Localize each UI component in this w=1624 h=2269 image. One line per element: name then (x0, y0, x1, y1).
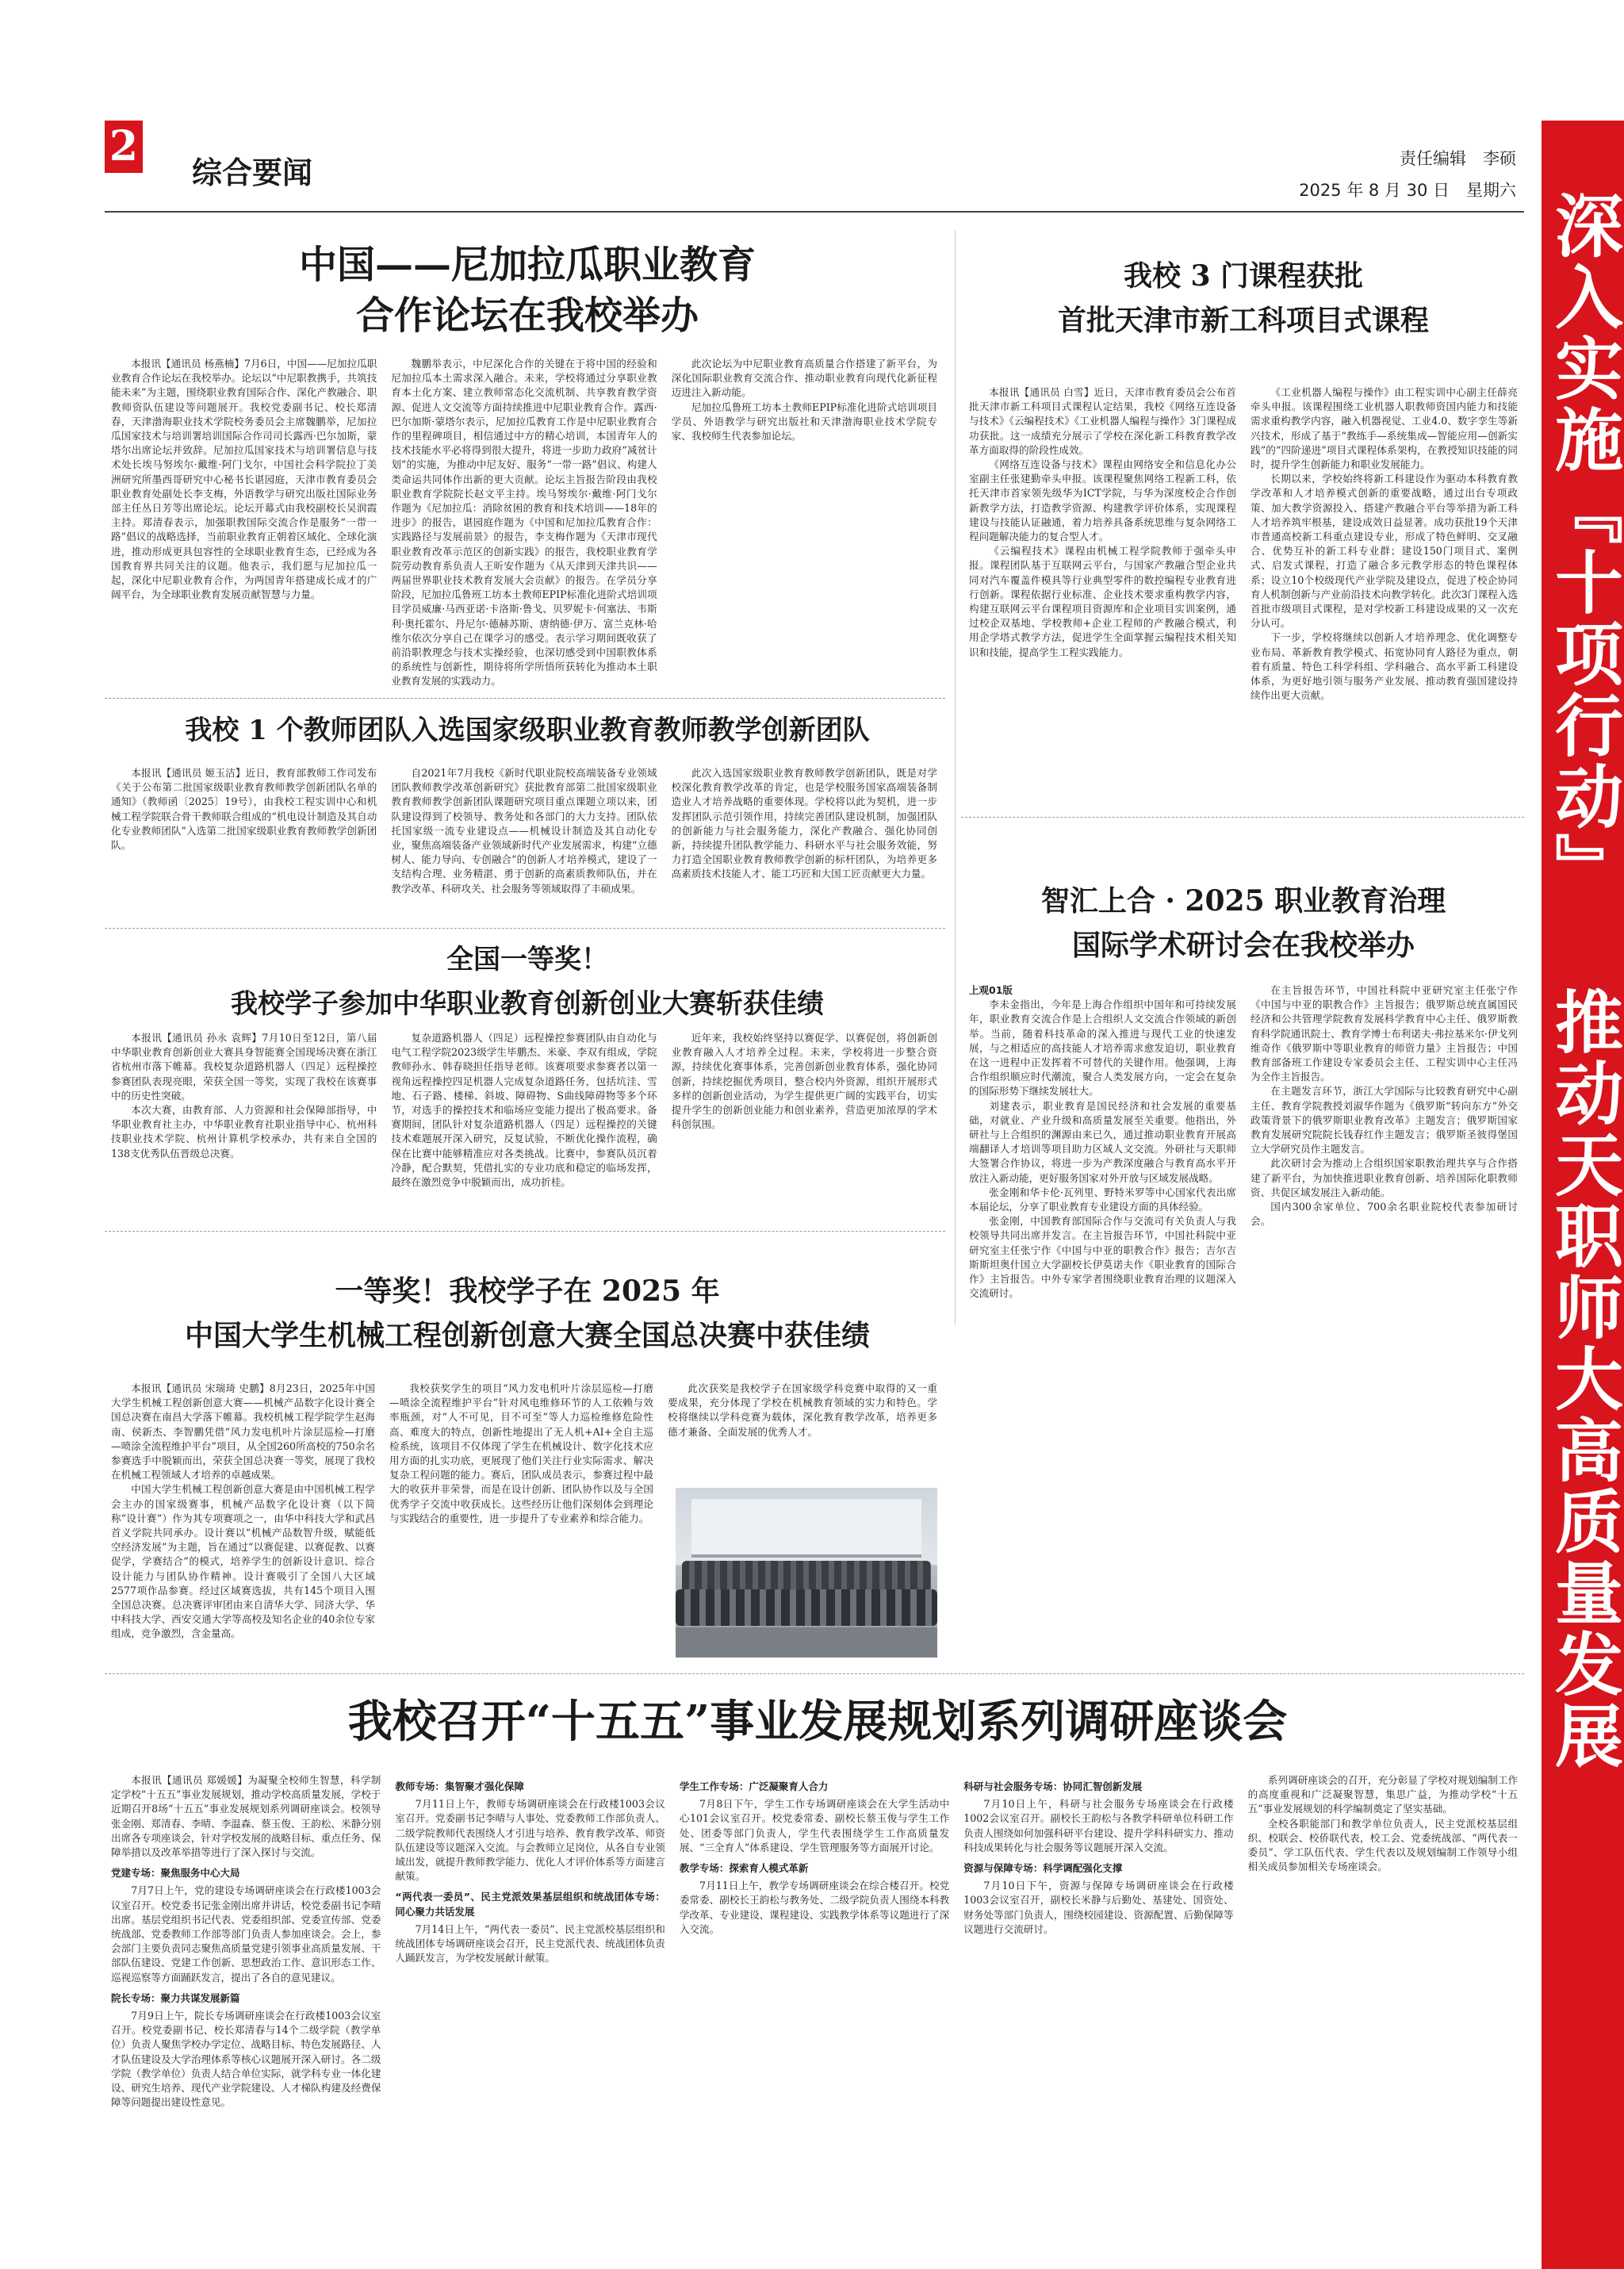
a2-para: 下一步，学校将继续以创新人才培养理念、优化调整专业布局、革新教育教学模式、拓宽协同育人路径为重点，朝着有质量、特色工科学科组、学科融合、高水平新工科建设体系，为更好地引领与服务产业发展、推动教育强国建设持续作出更大贡献。 (1251, 631, 1518, 702)
a4-title-line1: 全国一等奖！ (446, 944, 608, 975)
a4-para: 近年来，我校始终坚持以赛促学、以赛促创，将创新创业教育融入人才培养全过程。未来，学校将进一步整合资源，持续优化赛事体系，完善创新创业教育体系，强化协同创新，持续挖掘优秀项目，整合校内外资源，组织开展形式多样的创新创业活动，为学生提供更广阔的实践平台，切实提升学生的创新创业能力和创业素养，营造更加浓厚的学术科创氛围。 (671, 1032, 937, 1131)
section-title: 综合要闻 (192, 155, 313, 190)
a6-para: 张金刚，中国教育部国际合作与交流司有关负责人与我校领导共同出席并发言。在主旨报告环节，中国社科院中亚研究室主任张宁作《中国与中亚的职教合作》报告；吉尔吉斯斯坦奥什国立大学副校长伊莫诺夫作《职业教育的国际合作》主旨报告。中外专家学者围绕职业教育治理的议题深入交流研讨。 (969, 1215, 1236, 1300)
a2-para: 《工业机器人编程与操作》由工程实训中心副主任薛亮牵头申报。该课程围绕工业机器人职教师资国内能力和技能需求重构教学内容，融入机器视觉、工业4.0、数字孪生等新兴技术，形成了基于“教练手—系统集成—智能应用—创新实践”的“四阶递进”项目式课程体系架构，在教授知识技能的同时，提升学生创新能力和职业发展能力。 (1251, 386, 1518, 471)
a6-col-2 (1251, 983, 1518, 1527)
a5-title-line1: 一等奖！我校学子在 2025 年 (335, 1274, 720, 1308)
divider (105, 928, 945, 929)
divider (105, 1231, 945, 1232)
a4-col-2 (391, 1031, 657, 1229)
a3-para: 此次入选国家级职业教育教师教学创新团队，既是对学校深化教育教学改革的肯定，也是学校服务国家高端装备制造业人才培养战略的重要体现。学校将以此为契机，进一步发挥团队示范引领作用，持续完善团队建设机制，加强团队的创新能力与社会服务能力，深化产教融合、强化协同创新，持续提升团队教学能力、科研水平与社会服务效能，努力打造全国职业教育教师教学创新的标杆团队，为培养更多高素质技术技能人才、能工巧匠和大国工匠贡献更大力量。 (671, 767, 937, 880)
editor-line: 责任编辑 李硕 (1400, 149, 1516, 168)
a7-para: 7月8日下午，学生工作专场调研座谈会在大学生活动中心101会议室召开。校党委常委、副校长蔡玉俊与学生工作处、团委等部门负责人，学生代表围绕学生工作高质量发展、“三全育人”体系建设、学生管理服务等方面展开讨论。 (679, 1798, 950, 1853)
a6-para: 国内300余家单位、700余名职业院校代表参加研讨会。 (1251, 1201, 1518, 1228)
a1-para: 本报讯【通讯员 杨燕楠】7月6日，中国——尼加拉瓜职业教育合作论坛在我校举办。论坛以“中尼职教携手，共筑技能未来”为主题，围绕职业教育国际合作、深化产教融合、职教师资队伍建设等问题展开。我校党委副书记、校长郑清春，天津渤海职业技术学院校务委员会主席魏鹏举，尼加拉瓜国家技术与培训署培训国际合作司司长露西·巴尔加斯，蒙塔尔出席论坛并致辞。尼加拉瓜国家技术与培训署信息与技术处长埃马努埃尔·戴维·阿门戈尔，中国社会科学院拉丁美洲研究所墨西哥研究中心秘书长谌园庭，天津市教育委员会职业教育处副处长李支梅，外语教学与研究出版社国际业务部主任丛日芳等出席论坛。论坛开幕式由我校副校长吴润霞主持。郑清春表示，加强职教国际交流合作是服务“一带一路”倡议的战略选择，当前职业教育正朝着区域化、全球化演进，推动形成更具包容性的全球职业教育生态，已经成为各国教育界共同关注的议题。他表示，我们愿与尼加拉瓜一起，深化中尼职业教育合作，为两国青年搭建成长成才的广阔平台，为全球职业教育发展贡献智慧与力量。 (111, 358, 377, 601)
a6-para: 李未金指出，今年是上海合作组织中国年和可持续发展年，职业教育交流合作是上合组织人文交流合作领域的新创举。当前，随着科技革命的深入推进与现代工业的快速发展，与之相适应的高技能人才培养需求愈发迫切，职业教育在这一进程中正发挥着不可替代的关键作用。他强调，上海合作组织顺应时代潮流，聚合人类发展方向，一定会在复杂的国际形势下继续发展壮大。 (969, 998, 1236, 1098)
column-divider (955, 230, 956, 1324)
a1-para: 此次论坛为中尼职业教育高质量合作搭建了新平台，为深化国际职业教育交流合作、推动职业教育向现代化新征程迈进注入新动能。 (671, 358, 937, 399)
a1-col-2 (391, 357, 657, 698)
a5-col-1 (111, 1382, 375, 1659)
a7-para: 7月10日下午，资源与保障专场调研座谈会在行政楼1003会议室召开，副校长米静与后勤处、基建处、国资处、财务处等部门负责人，围绕校园建设、资源配置、后勤保障等议题进行交流研讨。 (963, 1880, 1234, 1935)
a7-subheading: 资源与保障专场：科学调配强化支撑 (963, 1862, 1123, 1875)
audience-row-back (682, 1561, 931, 1593)
a3-title: 我校 1 个教师团队入选国家级职业教育教师教学创新团队 (185, 715, 870, 746)
a7-subheading: 院长专场：聚力共谋发展新篇 (111, 1991, 240, 2004)
a7-para: 7月14日上午，“两代表一委员”、民主党派校基层组织和统战团体专场调研座谈会召开，民主党派代表、统战团体负责人踊跃发言，为学校发展献计献策。 (395, 1922, 665, 1964)
page-number: 2 (109, 122, 139, 171)
a4-col-1 (111, 1031, 377, 1229)
a3-body (111, 766, 937, 925)
a5-body-right (668, 1382, 937, 1485)
a7-subheading: 学生工作专场：广泛凝聚育人合力 (679, 1780, 829, 1792)
a6-title (963, 879, 1524, 968)
a1-title (111, 240, 944, 341)
divider (105, 698, 945, 699)
a5-col-3 (668, 1382, 937, 1485)
header-rule (105, 211, 1524, 213)
a6-title-line2: 国际学术研讨会在我校举办 (1071, 929, 1415, 962)
a6-para: 在主旨报告环节，中国社科院中亚研究室主任张宁作《中国与中亚的职教合作》主旨报告；俄罗斯总统直属国民经济和公共管理学院教育发展科学教育中心主任、俄罗斯教育科学院通讯院士、教育学博士布利诺夫·弗拉基米尔·伊戈列维奇作《俄罗斯中等职业教育的师资力量》主旨报告；中国教育部备班工作建设专家委员会主任、工程实训中心主任冯为全作主旨报告。 (1251, 984, 1518, 1083)
a3-col-1 (111, 766, 377, 925)
a7-col-5 (1248, 1773, 1518, 2249)
a7-body (111, 1773, 1518, 2249)
a7-lead: 本报讯【通讯员 郑媛媛】为凝聚全校师生智慧，科学制定学校“十五五”事业发展规划，推动学校高质量发展，学校于近期召开8场“十五五”事业发展规划系列调研座谈会。校领导张金刚、郑清春、李晴、李温森、蔡玉俊、王韵松、米静分别出席各专项座谈会，针对学校发展的战略目标、重点任务、保障举措以及改革举措等进行了深入探讨与交流。 (111, 1774, 381, 1859)
a1-title-line2: 合作论坛在我校举办 (355, 293, 699, 338)
a6-col-1 (969, 983, 1236, 1527)
a2-title-line2: 首批天津市新工科项目式课程 (1057, 304, 1429, 337)
a7-subheading: 科研与社会服务专场：协同汇智创新发展 (963, 1780, 1143, 1792)
a4-para: 复杂道路机器人（四足）远程操控参赛团队由自动化与电气工程学院2023级学生毕鹏杰、米豪、李双有组成，学院教师孙永、韩春晓担任指导老师。该赛项要求参赛者以第一视角远程操控四足机器人完成复杂道路任务，包括坑洼、雪地、石子路、楼梯、斜坡、障碍物、S曲线障碍物等多个环节，对选手的操控技术和临场应变能力提出了极高要求。备赛期间，团队针对复杂道路机器人（四足）远程操控的关键技术难题展开深入研究，反复试验，不断优化操作流程，确保在比赛中能够精准应对各类挑战。比赛中，参赛队员沉着冷静，配合默契，凭借扎实的专业功底和稳定的临场发挥，最终在激烈竞争中脱颖而出，成功折桂。 (391, 1032, 657, 1189)
side-banner-text: 深入实施『十项行动』 推动天职师大高质量发展 (1543, 190, 1622, 1772)
a1-body (111, 357, 937, 698)
a7-subheading: “两代表一委员”、民主党派效果基层组织和统战团体专场：同心聚力共话发展 (395, 1891, 665, 1918)
a5-title (111, 1269, 944, 1358)
a7-col-1 (111, 1773, 381, 2249)
a7-subheading: 教师专场：集智聚才强化保障 (395, 1780, 524, 1792)
a5-para: 我校获奖学生的项目“风力发电机叶片涂层巡检—打磨—喷涂全流程维护平台”针对风电维修环节的人工依赖与效率瓶颈，对“人不可见，目不可至”等人力巡检维修危险性高、难度大的特点，创新性地提出了无人机+AI+全自主巡检系统，该项目不仅体现了学生在机械设计、数字化技术应用方面的扎实功底，更展现了他们关注行业实际需求、解决复杂工程问题的能力。赛后，团队成员表示，参赛过程中最大的收获并非荣誉，而是在设计创新、团队协作以及与全国优秀学子交流中收获成长。这些经历让他们深刻体会到理论与实践结合的重要性，进一步提升了专业素养和综合能力。 (389, 1382, 653, 1524)
a7-col-4 (963, 1773, 1233, 2249)
page-number-box (105, 121, 143, 173)
a7-subheading: 教学专场：探索育人模式革新 (679, 1862, 809, 1875)
a2-para: 《网络互连设备与技术》课程由网络安全和信息化办公室副主任张建勤牵头申报。该课程聚焦网络工程新工科，依托天津市首家领先级华为ICT学院，与华为深度校企合作创新教学方法，打造教学资源、构建教学评价体系，实现课程建设与技能认证融通，着力培养具备系统思维与复杂网络工程问题解决能力的复合型人才。 (969, 458, 1236, 543)
a6-body (969, 983, 1518, 1527)
a5-col-2 (389, 1382, 653, 1659)
a2-para: 长期以来，学校始终将新工科建设作为驱动本科教育教学改革和人才培养模式创新的重要战略，通过出台专项政策、加大教学资源投入、搭建产教融合平台等举措为新工科人才培养筑牢根基，建设成效日益显著。成功获批19个天津市普通高校新工科重点建设专业，形成了特色鲜明、交叉融合、优势互补的新工科专业群；建设150门项目式、案例式、启发式课程，打造了融合多元教学形态的特色课程体系；设立10个校级现代产业学院及建设点，促进了校企协同育人机制创新与产业前沿技术向教学转化。此次3门课程入选首批市级项目式课程，是对学校新工科建设成果的又一次充分认可。 (1251, 473, 1518, 630)
a1-col-1 (111, 357, 377, 698)
date-line: 2025 年 8 月 30 日 星期六 (1299, 181, 1516, 200)
a7-para: 7月9日上午，院长专场调研座谈会在行政楼1003会议室召开。校党委副书记、校长郑清春与14个二级学院（教学单位）负责人聚焦学校办学定位、战略目标、特色发展路径、人才队伍建设及大学治理体系等核心议题展开深入研讨。各二级学院（教学单位）负责人结合单位实际，就学科专业一体化建设、研究生培养、现代产业学院建设、人才梯队构建及经费保障等问题提出建设性意见。 (111, 2010, 381, 2109)
a6-para: 张金刚和华卡伦·瓦列里、野特米罗等中心国家代表出席本届论坛，分享了职业教育专业建设方面的具体经验。 (969, 1186, 1236, 1213)
a7-col-2 (395, 1773, 665, 2249)
a2-para: 本报讯【通讯员 白雪】近日，天津市教育委员会公布首批天津市新工科项目式课程认定结果，我校《网络互连设备与技术》《云编程技术》《工业机器人编程与操作》3门课程成功获批。这一成绩充分展示了学校在深化新工科教育教学改革方面取得的阶段性成效。 (969, 386, 1236, 456)
a4-title (111, 937, 944, 1026)
a3-para: 自2021年7月我校《新时代职业院校高端装备专业领域团队教师教学改革创新研究》获批教育部第二批国家级职业教育教师教学创新团队课题研究项目重点课题立项以来，团队建设得到了校领导、教务处和各部门的大力支持。团队依托国家级一流专业建设点——机械设计制造及其自动化专业，聚焦高端装备产业领域新时代产业发展需求，构建“立德树人、能力导向、专创融合”的创新人才培养模式，建设了一支结构合理、业务精湛、勇于创新的高素质教师队伍，并在教学改革、科研攻关、社会服务等领域取得了丰硕成果。 (391, 767, 657, 895)
a2-title (963, 254, 1524, 343)
a1-col-3 (672, 357, 937, 698)
a1-title-line1: 中国——尼加拉瓜职业教育 (298, 243, 756, 287)
divider (961, 817, 1524, 818)
a7-para: 7月11日上午，教师专场调研座谈会在行政楼1003会议室召开。党委副书记李晴与人事处、党委教师工作部负责人、二级学院教师代表围绕人才引进与培养、教育教学改革、师资队伍建设等议题深入交流。与会教师立足岗位，从各自专业领域出发，就提升教师教学能力、优化人才评价体系等方面建言献策。 (395, 1798, 665, 1883)
a5-para: 本报讯【通讯员 宋瑞琦 史鹏】8月23日，2025年中国大学生机械工程创新创意大赛——机械产品数字化设计赛全国总决赛在南昌大学落下帷幕。我校机械工程学院学生赵海南、侯新杰、李智鹏凭借“风力发电机叶片涂层巡检—打磨—喷涂全流程维护平台”项目，从全国260所高校的750余名参赛选手中脱颖而出，荣获全国总决赛一等奖，展现了我校在机械工程领域人才培养的卓越成果。 (111, 1382, 375, 1481)
a2-title-line1: 我校 3 门课程获批 (1123, 259, 1364, 293)
a6-para: 此次研讨会为推动上合组织国家职教治理共享与合作搭建了新平台，为加快推进职业教育创新、培养国际化职教师资、共促区域发展注入新动能。 (1251, 1157, 1518, 1198)
a6-para: 刘建表示，职业教育是国民经济和社会发展的重要基础，对就业、产业升级和高质量发展至关重要。他指出，外研社与上合组织的渊源由来已久，通过推动职业教育开展高端翻译人才培训等项目助力区域人文交流。外研社与天职师大签署合作协议，将进一步为产教深度融合与教育高水平开放注入新动能，更好服务国家对外开放与区域发展战略。 (969, 1099, 1236, 1184)
a5-body-left (111, 1382, 653, 1659)
a4-title-line2: 我校学子参加中华职业教育创新创业大赛斩获佳绩 (231, 988, 824, 1020)
a6-para: 在主题发言环节，浙江大学国际与比较教育研究中心副主任、教育学院教授刘淑华作题为《俄罗斯“转向东方”外交政策背景下的俄罗斯职业教育改革》主题发言；俄罗斯国家教育发展研究院院长钱春红作主题发言；俄罗斯圣彼得堡国立大学研究员作主题发言。 (1251, 1085, 1518, 1156)
stage-backdrop (691, 1499, 921, 1558)
a4-para: 本报讯【通讯员 孙永 袁辉】7月10日至12日，第八届中华职业教育创新创业大赛具身智能赛全国现场决赛在浙江省杭州市落下帷幕。我校复杂道路机器人（四足）远程操控参赛团队表现亮眼，荣获全国一等奖，实现了我校在该赛事中的历史性突破。 (111, 1032, 377, 1102)
a3-col-2 (391, 766, 657, 925)
a3-para: 本报讯【通讯员 姬玉洁】近日，教育部教师工作司发布《关于公布第二批国家级职业教育教师教学创新团队名单的通知》（教师函〔2025〕19号），由我校工程实训中心和机械工程学院联合骨干教师联合组成的“机电设计制造及其自动化专业教师团队”入选第二批国家级职业教育教师教学创新团队。 (111, 767, 377, 852)
a7-para: 7月10日上午，科研与社会服务专场座谈会在行政楼1002会议室召开。副校长王韵松与各教学科研单位科研工作负责人围绕如何加强科研平台建设、提升学科科研实力、推动科技成果转化与社会服务等议题展开深入交流。 (963, 1798, 1234, 1853)
a3-col-3 (672, 766, 937, 925)
a7-title: 我校召开“十五五”事业发展规划系列调研座谈会 (347, 1696, 1288, 1748)
a4-body (111, 1031, 937, 1229)
a5-para: 中国大学生机械工程创新创意大赛是由中国机械工程学会主办的国家级赛事，机械产品数字化设计赛（以下简称“设计赛”）作为其专项赛项之一，由华中科技大学和武昌首义学院共同承办。设计赛以“机械产品数智升级，赋能低空经济发展”为主题，旨在通过“以赛促建、以赛促教、以赛促学，学赛结合”的模式，培养学生的创新设计意识、综合设计能力与团队协作精神。设计赛吸引了全国八大区域2577项作品参赛。经过区域赛选拔，共有145个项目入围全国总决赛。总决赛评审团由来自清华大学、同济大学、华中科技大学、西安交通大学等高校及知名企业的40余位专家组成，竞争激烈，含金量高。 (111, 1483, 375, 1640)
a4-col-3 (672, 1031, 937, 1229)
audience-row-front (676, 1589, 937, 1626)
a2-para: 《云编程技术》课程由机械工程学院教师于强牵头申报。课程团队基于互联网云平台，与国家产教融合型企业共同对汽车覆盖件模具等行业典型零件的数控编程专业教育进行创新。课程依据行业标准、企业技术要求重构教学内容，构建互联网云平台课程项目资源库和企业项目实训案例，通过校企双基地、学校教师+企业工程师的产教融合模式，利用企学塔式教学方法，促进学生全面掌握云编程技术相关知识和技能，提高学生工程实践能力。 (969, 545, 1236, 658)
a7-para: 7月11日上午，教学专场调研座谈会在综合楼召开。校党委常委、副校长王韵松与教务处、二级学院负责人围绕本科教学改革、专业建设、课程建设、实践教学体系等议题进行了深入交流。 (679, 1880, 950, 1935)
a7-closing: 全校各职能部门和教学单位负责人，民主党派校基层组织、校联会、校侨联代表，校工会、党委统战部、“两代表一委员”、学工队伍代表、学生代表以及规划编制工作领导小组相关成员参加相关专场座谈会。 (1247, 1817, 1519, 1873)
award-group-photo (676, 1488, 937, 1658)
a1-para: 魏鹏举表示，中尼深化合作的关键在于将中国的经验和尼加拉瓜本土需求深入融合。未来，学校将通过分享职业教育本土化方案、建立教师常态化交流机制、共享教育教学资源、促进人文交流等方面持续推进中尼职业教育合作。露西·巴尔加斯·蒙塔尔表示，尼加拉瓜教育工作是中尼职业教育合作的里程碑项目，相信通过中方的精心培训，本国青年人的技术技能水平必将得到很大提升，将进一步助力政府“减贫计划”的实施，为推动中尼友好、服务“一带一路”倡议、构建人类命运共同体作出新的更大贡献。论坛主旨报告阶段由我校职业教育学院院长赵文平主持。埃马努埃尔·戴维·阿门戈尔作题为《尼加拉瓜：消除贫困的教育和技术培训——18年的进步》的报告，谌园庭作题为《中国和尼加拉瓜教育合作：实践路径与发展前景》的报告，李支梅作题为《天津市现代职业教育改革示范区的创新实践》的报告，我校职业教育学院劳动教育系负责人王昕安作题为《从天津到天津共识——两届世界职业技术教育发展大会贡献》的报告。在学员分享阶段，尼加拉瓜鲁班工坊本土教师EPIP标准化进阶式培训项目学员威廉·马西亚诺·卡洛斯·鲁戈、贝罗妮卡·何塞法、韦斯利·奥托霍尔、丹尼尔·德赫苏斯、唐纳德·伊万、富兰克林·哈维尔依次分享自己在课学习的感受。表示学习期间既收获了前沿职教理念与技术实操经验，也深切感受到中国职教体系的系统性与创新性，期待将所学所悟所获转化为推动本土职业教育发展的实践动力。 (391, 358, 657, 688)
a5-title-line2: 中国大学生机械工程创新创意大赛全国总决赛中获佳绩 (184, 1319, 870, 1352)
a1-para: 尼加拉瓜鲁班工坊本土教师EPIP标准化进阶式培训项目学员、外语教学与研究出版社和天津渤海职业技术学院专家、我校师生代表参加论坛。 (671, 401, 937, 443)
a7-closing: 系列调研座谈会的召开，充分彰显了学校对规划编制工作的高度重视和广泛凝聚智慧，集思广益，为推动学校“十五五”事业发展规划的科学编制奠定了坚实基础。 (1247, 1774, 1519, 1815)
a4-para: 本次大赛，由教育部、人力资源和社会保障部指导，中华职业教育社主办，中华职业教育社职业指导中心、杭州科技职业技术学院、杭州计算机学校承办，共有来自全国的138支优秀队伍晋级总决赛。 (111, 1104, 377, 1159)
a6-title-line1: 智汇上合 · 2025 职业教育治理 (1040, 884, 1446, 918)
a7-subheading: 党建专场：聚焦服务中心大局 (111, 1867, 240, 1880)
divider (105, 1673, 1524, 1674)
stage-floor (676, 1627, 937, 1658)
a7-col-3 (680, 1773, 949, 2249)
a5-para: 此次获奖是我校学子在国家级学科竞赛中取得的又一重要成果，充分体现了学校在机械教育领域的实力和特色。学校将继续以学科竞赛为载体，深化教育教学改革，培养更多德才兼备、全面发展的优秀人才。 (668, 1382, 937, 1438)
a6-source: 上观01版 (969, 984, 1013, 996)
a7-para: 7月7日上午，党的建设专场调研座谈会在行政楼1003会议室召开。校党委书记张金刚出席并讲话，校党委副书记李晴出席。基层党组织书记代表、党委组织部、党委宣传部、党委统战部、党委教师工作部等部门负责人参加座谈会。会上，参会部门主要负责同志聚焦高质量党建引领事业高质量发展、干部队伍建设、党建工作创新、思想政治工作、意识形态工作、巡视巡察等方面踊跃发言，提出了各自的意见建议。 (111, 1884, 381, 1983)
